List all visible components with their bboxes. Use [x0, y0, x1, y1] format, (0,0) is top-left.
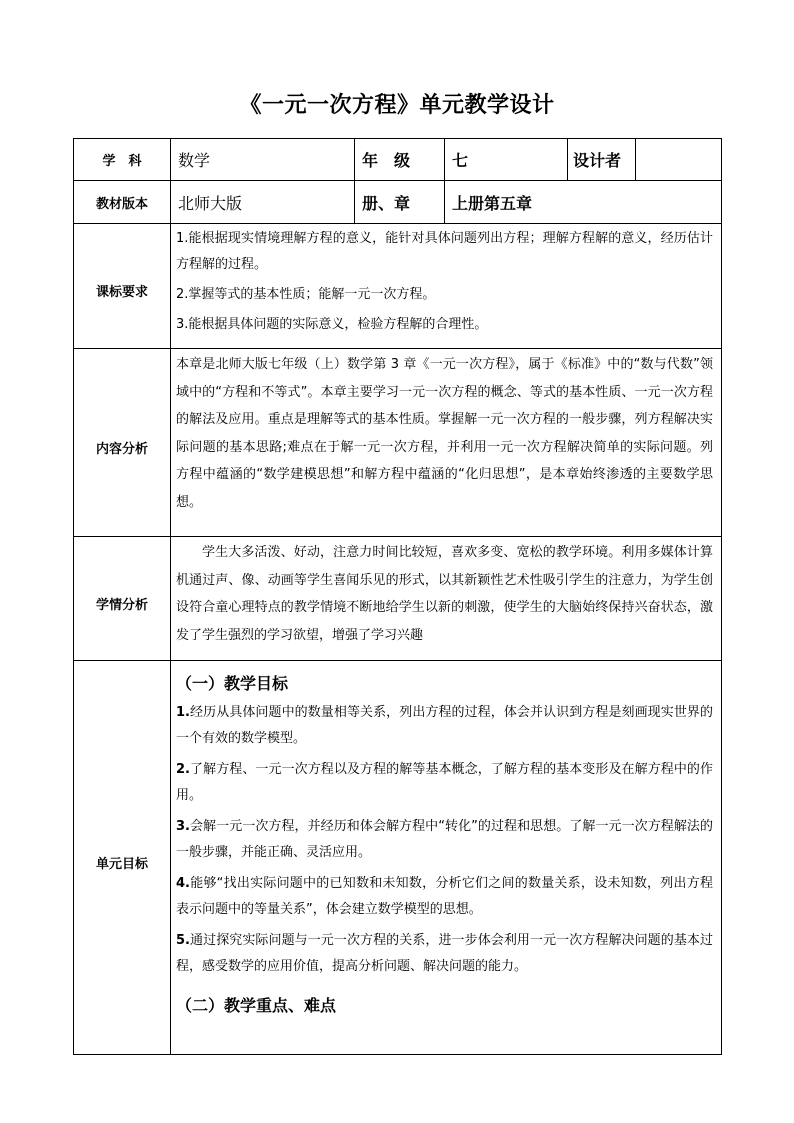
goal-text: 能够“找出实际问题中的已知数和未知数，分析它们之间的数量关系，设未知数，列出方程表示问题中的等量关系”，体会建立数学模型的思想。	[176, 876, 713, 917]
standards-item: 1.能根据现实情境理解方程的意义，能针对具体问题列出方程；理解方程解的意义，经历估计方程解的过程。	[176, 231, 713, 272]
goal-item	[171, 700, 721, 752]
unit-goals-content	[171, 661, 722, 1055]
grade-value-cell	[445, 139, 568, 181]
subject-label: 学 科	[74, 139, 171, 181]
goal-item	[171, 757, 721, 809]
content-analysis-text: 本章是北师大版七年级（上）数学第 3 章《一元一次方程》，属于《标准》中的“数与代数”领域中的“方程和不等式”。本章主要学习一元一次方程的概念、等式的基本性质、一元一次方程的解法及应用。重点是理解等式的基本性质。掌握解一元一次方程的一般步骤，列方程解决实际问题的基本思路;难点在于解一元一次方程，并利用一元一次方程解决简单的实际问题。列方程中蕴涵的“数学建模思想”和解方程中蕴涵的“化归思想”，是本章始终渗透的主要数学思想。	[176, 357, 713, 510]
goals-heading-1: （一）教学目标	[176, 674, 289, 693]
standards-label: 课标要求	[95, 285, 148, 300]
designer-label-cell	[568, 139, 636, 181]
row-learner-analysis	[74, 537, 722, 661]
goal-number: 3.	[176, 819, 190, 834]
chapter-label-cell	[355, 181, 445, 224]
row-unit-goals	[74, 661, 722, 1055]
row-standards	[74, 224, 722, 349]
grade-label: 年 级	[362, 151, 411, 170]
chapter-value-cell	[445, 181, 722, 224]
designer-value-cell	[636, 139, 722, 181]
goal-item	[171, 871, 721, 923]
standards-label-cell	[74, 224, 171, 349]
standards-item: 2.掌握等式的基本性质；能解一元一次方程。	[176, 287, 436, 302]
goal-text: 通过探究实际问题与一元一次方程的关系，进一步体会利用一元一次方程解决问题的基本过程，感受数学的应用价值，提高分析问题、解决问题的能力。	[176, 933, 713, 974]
edition-label: 教材版本	[74, 181, 171, 224]
learners-label-cell	[74, 537, 171, 661]
grade-value: 七	[452, 151, 469, 170]
content-label: 内容分析	[95, 441, 148, 457]
subject-value-cell	[171, 139, 355, 181]
goal-number: 5.	[176, 933, 190, 948]
row-content-analysis	[74, 349, 722, 537]
standards-item: 3.能根据具体问题的实际意义，检验方程解的合理性。	[176, 317, 488, 332]
goal-number: 1.	[176, 705, 190, 720]
goals-label-cell	[74, 661, 171, 1055]
standards-content	[171, 224, 722, 349]
goals-heading-2: （二）教学重点、难点	[176, 996, 337, 1015]
learners-label: 学情分析	[95, 597, 148, 613]
learner-analysis-content	[171, 537, 722, 661]
goal-number: 4.	[176, 876, 190, 891]
goal-text: 了解方程、一元一次方程以及方程的解等基本概念，了解方程的基本变形及在解方程中的作用。	[176, 762, 713, 803]
chapter-value: 上册第五章	[452, 193, 533, 213]
row-subject	[74, 139, 722, 181]
goal-item	[171, 814, 721, 866]
grade-label-cell	[355, 139, 445, 181]
chapter-label: 册、章	[362, 193, 411, 213]
goals-label: 单元目标	[95, 857, 148, 872]
row-edition	[74, 181, 722, 224]
lesson-design-table	[73, 138, 722, 1055]
goal-number: 2.	[176, 762, 190, 777]
page-title: 《一元一次方程》单元教学设计	[239, 93, 555, 118]
edition-value-cell	[171, 181, 355, 224]
content-analysis-content	[171, 349, 722, 537]
goal-text: 经历从具体问题中的数量相等关系，列出方程的过程，体会并认识到方程是刻画现实世界的一个有效的数学模型。	[176, 705, 713, 746]
learner-analysis-text: 学生大多活泼、好动，注意力时间比较短，喜欢多变、宽松的教学环境。利用多媒体计算机通过声、像、动画等学生喜闻乐见的形式，以其新颖性艺术性吸引学生的注意力，为学生创设符合童心理特点的教学情境不断地给学生以新的刺激，使学生的大脑始终保持兴奋状态，激发了学生强烈的学习欲望，增强了学习兴趣	[176, 545, 713, 643]
goal-item	[171, 928, 721, 980]
edition-value: 北师大版	[178, 193, 243, 213]
content-label-cell	[74, 349, 171, 537]
subject-value: 数学	[178, 151, 211, 170]
goal-text: 会解一元一次方程，并经历和体会解方程中“转化”的过程和思想。了解一元一次方程解法的一般步骤，并能正确、灵活应用。	[176, 819, 713, 860]
designer-label: 设计者	[573, 151, 622, 170]
